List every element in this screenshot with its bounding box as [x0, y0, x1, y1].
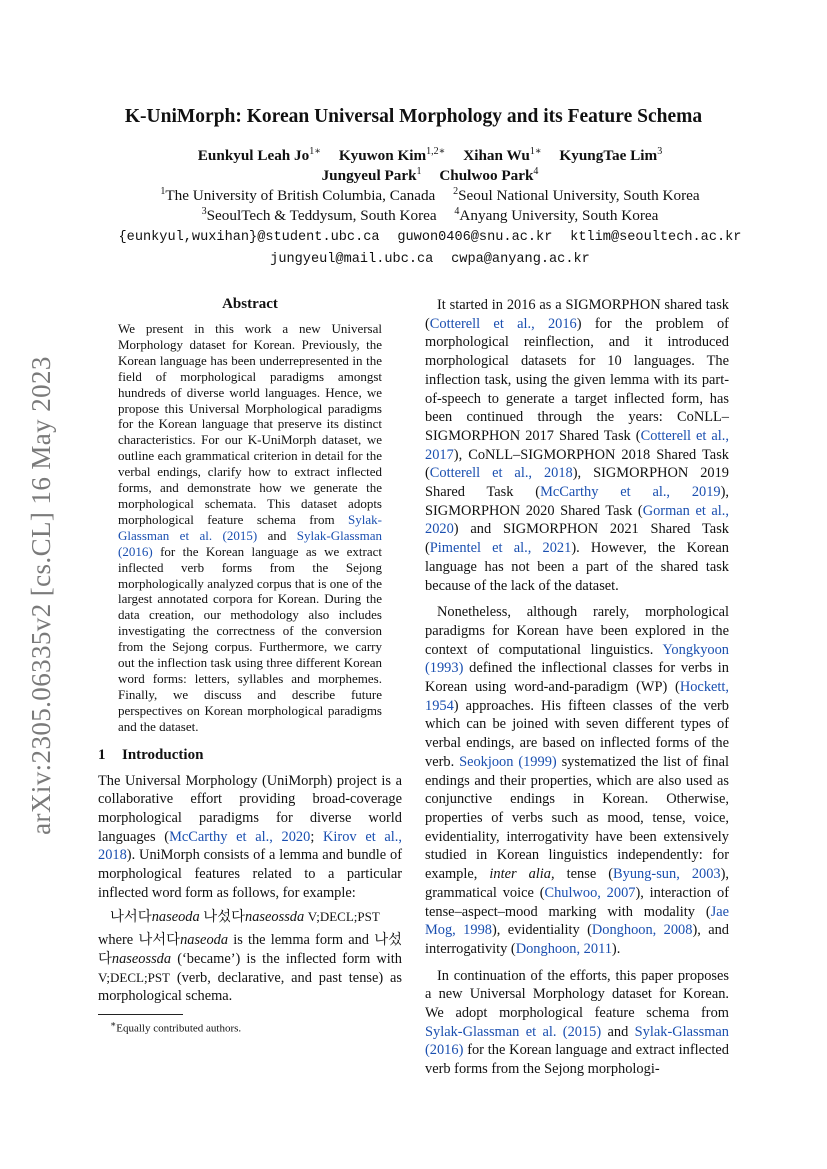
abstract-heading: Abstract	[222, 296, 278, 312]
arxiv-stamp	[22, 355, 60, 835]
author-line-2	[60, 166, 800, 186]
arxiv-id: arXiv:2305.06335v2 [cs.CL] 16 May 2023	[25, 355, 56, 835]
text-span: (verb, declarative, and past tense) as morphological schema.	[98, 969, 402, 1005]
abstract-text	[118, 321, 382, 735]
section-number: 1	[98, 746, 106, 763]
citation-link[interactable]: Sylak-Glassman (2016)	[118, 527, 382, 559]
text-span: ) approaches. His fifteen classes of the verb which can be joined with seven different types of verbal endings, are based on inflected forms of the verb.	[425, 697, 729, 770]
citation-link[interactable]: Gorman et al., 2020	[425, 502, 729, 538]
affiliation: Anyang University, South Korea	[459, 207, 659, 224]
left-column	[98, 296, 402, 1035]
author-name: Jungyeul Park	[321, 167, 417, 184]
author-affil-mark: 4	[533, 165, 539, 177]
text-span: ), SIGMORPHON 2020 Shared Task (	[425, 484, 730, 519]
author-affil-mark: 1∗	[309, 145, 322, 157]
korean-form: 나섰다	[98, 932, 402, 967]
text-span: ), interaction of tense–aspect–mood marking with modality (	[425, 884, 729, 920]
citation-link[interactable]: Sylak-Glassman (2016)	[425, 1023, 729, 1059]
author-name: Chulwoo Park	[439, 167, 534, 184]
citation-link[interactable]: Cotterell et al., 2018	[429, 465, 573, 482]
intro-paragraph-1	[98, 772, 402, 903]
citation-link[interactable]: Chulwoo, 2007	[544, 884, 636, 901]
author-name: Kyuwon Kim	[338, 147, 427, 164]
citation-link[interactable]: Pimentel et al., 2021	[429, 540, 572, 557]
text-span: The Universal Morphology (UniMorph) project is a collaborative effort providing broad-coverage morphological paradigms for diverse world languages (	[98, 772, 402, 845]
footnote-mark: ∗	[110, 1019, 117, 1029]
affiliation-line-2	[60, 206, 800, 226]
footnote-text: Equally contributed authors.	[116, 1022, 242, 1035]
feature-tags: V;DECL;PST	[98, 969, 170, 985]
affiliation: SeoulTech & Teddysum, South Korea	[206, 207, 437, 224]
author-affil-mark: 1,2∗	[426, 145, 446, 157]
footnote-rule	[98, 1014, 183, 1015]
abstract-span: for the Korean language as we extract inflected verb forms from the Sejong morphologically analyzed corpus that is one of the largest annotated corpora for Korean. During the data creation, our methodology also includes investigating the correctness of the conversion from the Sejong corpus. Furthermore, we carry out the inflection task using three different Korean word forms: letters, syllables and morphemes. Finally, we discuss and describe future perspectives on Korean morphological paradigms and the dataset.	[118, 543, 382, 734]
text-span: is the lemma form and	[228, 932, 375, 949]
text-span: Nonetheless, although rarely, morphological paradigms for Korean have been explored in the context of computational linguistics.	[425, 604, 729, 658]
romanized-form: naseossda	[245, 909, 305, 926]
text-span: ), SIGMORPHON 2019 Shared Task (	[425, 465, 729, 501]
author-affil-mark: 3	[657, 145, 663, 157]
text-span: ), evidentiality (	[491, 922, 592, 939]
citation-link[interactable]: McCarthy et al., 2019	[540, 484, 721, 501]
feature-tags: V;DECL;PST	[307, 909, 380, 925]
text-span: ) and SIGMORPHON 2021 Shared Task (	[425, 521, 729, 557]
email: {eunkyul,wuxihan}@student.ubc.ca	[118, 230, 380, 245]
author-affil-mark: 1	[416, 165, 422, 177]
author-name: KyungTae Lim	[559, 147, 658, 164]
text-span: , tense (	[551, 866, 614, 883]
text-span: It started in 2016 as a SIGMORPHON shared task (	[425, 297, 729, 332]
citation-link[interactable]: Cotterell et al., 2016	[429, 315, 577, 332]
citation-link[interactable]: Kirov et al., 2018	[98, 828, 402, 864]
citation-link[interactable]: Yongkyoon (1993)	[425, 641, 729, 677]
text-span: ).	[611, 940, 621, 957]
affil-mark: 4	[454, 205, 460, 217]
footnote	[110, 1019, 402, 1035]
abstract-span: and	[257, 527, 297, 543]
romanized-lemma: naseoda	[180, 932, 229, 949]
email-line-2	[60, 248, 800, 270]
section-title: Introduction	[122, 746, 204, 763]
email: guwon0406@snu.ac.kr	[397, 230, 553, 245]
author-block	[60, 146, 800, 270]
email: cwpa@anyang.ac.kr	[451, 252, 590, 267]
right-paragraph-1	[425, 296, 729, 595]
text-span: and	[601, 1023, 635, 1040]
korean-lemma: 나서다	[110, 909, 152, 926]
affiliation: The University of British Columbia, Canada	[165, 187, 436, 204]
text-span: ;	[310, 828, 324, 845]
right-column	[425, 296, 729, 1079]
affiliation-line-1	[60, 186, 800, 206]
citation-link[interactable]: Seokjoon (1999)	[459, 753, 557, 770]
morph-example	[110, 908, 402, 927]
citation-link[interactable]: Donghoon, 2008	[591, 922, 693, 939]
email: ktlim@seoultech.ac.kr	[570, 230, 742, 245]
text-span: where	[98, 932, 139, 949]
text-span: ), CoNLL–SIGMORPHON 2018 Shared Task (	[425, 446, 729, 482]
affil-mark: 2	[453, 185, 459, 197]
citation-link[interactable]: Hockett, 1954	[425, 679, 729, 714]
author-name: Eunkyul Leah Jo	[197, 147, 310, 164]
text-span: defined the inflectional classes for verbs in Korean using word-and-paradigm (WP) (	[425, 660, 729, 696]
email: jungyeul@mail.ubc.ca	[270, 252, 434, 267]
korean-form: 나섰다	[203, 909, 246, 926]
paper-title: K-UniMorph: Korean Universal Morphology and its Feature Schema	[124, 106, 703, 127]
affil-mark: 1	[160, 185, 166, 197]
right-paragraph-3	[425, 967, 729, 1079]
text-span: ). UniMorph consists of a lemma and bundle of morphological features related to a particular inflected word form as follows, for example:	[98, 847, 402, 901]
korean-lemma: 나서다	[138, 932, 181, 949]
text-span: for the Korean language and extract inflected verb forms from the Sejong morphologi-	[425, 1042, 729, 1078]
citation-link[interactable]: Cotterell et al., 2017	[425, 427, 730, 463]
section-heading-introduction	[98, 747, 402, 764]
citation-link[interactable]: Donghoon, 2011	[515, 940, 612, 957]
affil-mark: 3	[201, 205, 207, 217]
text-span: ), grammatical voice (	[425, 866, 729, 901]
affiliation: Seoul National University, South Korea	[458, 187, 700, 204]
right-paragraph-2	[425, 603, 729, 958]
italic-phrase: inter alia	[489, 866, 551, 883]
text-span: In continuation of the efforts, this paper proposes a new Universal Morphology dataset for Korean. We adopt morphological feature schema from	[425, 967, 729, 1022]
text-span: ). However, the Korean language has not been a part of the shared task because of the lack of the dataset.	[425, 540, 729, 594]
email-line-1	[60, 226, 800, 248]
citation-link[interactable]: Sylak-Glassman et al. (2015)	[425, 1023, 602, 1040]
author-name: Xihan Wu	[463, 147, 530, 164]
text-span: ), and interrogativity (	[425, 922, 730, 957]
intro-paragraph-2	[98, 931, 402, 1006]
citation-link[interactable]: Jae Mog, 1998	[425, 903, 729, 939]
citation-link[interactable]: McCarthy et al., 2020	[169, 828, 311, 845]
author-affil-mark: 1∗	[529, 145, 542, 157]
romanized-lemma: naseoda	[151, 909, 200, 926]
text-span: (‘became’) is the inflected form with	[171, 950, 402, 967]
text-span: systematized the list of final endings and their properties, which are also used as conjunctive endings in Korean. Otherwise, properties of verbs such as mood, tense, voice, evidentiality, interrogativity have been extensively studied in Korean linguistics independently: for example,	[425, 753, 729, 883]
text-span: ) for the problem of morphological reinflection, and it introduced morphological datasets for 10 languages. The inflection task, using the given lemma with its part-of-speech to generate a target inflected form, has been continued through the years: CoNLL–SIGMORPHON 2017 Shared Task (	[425, 315, 729, 444]
abstract-span: We present in this work a new Universal Morphology dataset for Korean. Previously, the Korean language has been underrepresented in the field of morphological paradigms amongst hundreds of diverse world languages. Hence, we propose this Universal Morphological paradigms for the Korean language that preserve its distinct characteristics. For our K-UniMorph dataset, we outline each grammatical criterion in detail for the verbal endings, clarify how to extract inflected forms, and demonstrate how we generate the morphological schemata. This dataset adopts morphological feature schema from	[118, 321, 382, 527]
citation-link[interactable]: Byung-sun, 2003	[613, 866, 721, 883]
author-line-1	[60, 146, 800, 166]
romanized-form: naseossda	[111, 950, 172, 967]
citation-link[interactable]: Sylak-Glassman et al. (2015)	[118, 511, 382, 543]
